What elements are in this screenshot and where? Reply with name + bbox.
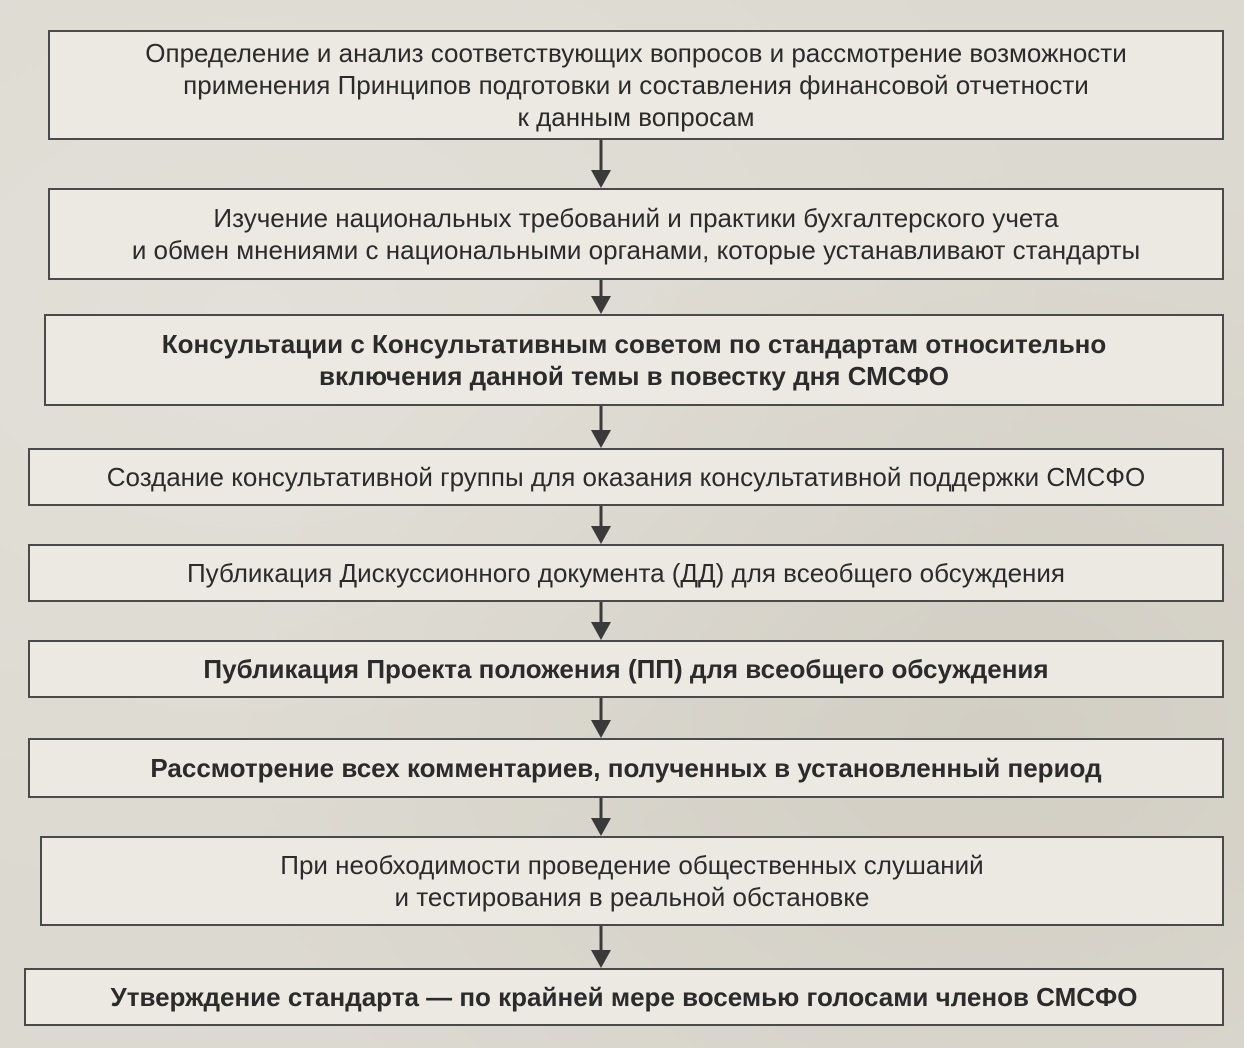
step-7-text: Рассмотрение всех комментариев, полученных в установленный период <box>150 753 1102 783</box>
arrow-7-to-8 <box>591 798 611 836</box>
step-1-text: Определение и анализ соответствующих вопросов и рассмотрение возможности применения Принципов подготовки и составления финансовой отчетности к данным вопросам <box>145 38 1127 132</box>
step-4-consultative-group <box>28 448 1224 506</box>
arrow-1-to-2 <box>591 140 611 188</box>
step-4-text: Создание консультативной группы для оказания консультативной поддержки СМСФО <box>106 462 1146 492</box>
step-6-exposure-draft <box>28 640 1224 698</box>
step-1-identification <box>48 30 1224 140</box>
step-7-review-comments <box>28 738 1224 798</box>
step-3-advisory-council <box>44 314 1224 406</box>
step-8-text: При необходимости проведение общественных слушаний и тестирования в реальной обстановке <box>280 850 984 912</box>
arrow-2-to-3 <box>591 280 611 314</box>
step-3-text: Консультации с Консультативным советом по стандартам относительно включения данной темы в повестку дня СМСФО <box>161 329 1107 391</box>
step-9-approval <box>24 968 1224 1026</box>
step-5-text: Публикация Дискуссионного документа (ДД) для всеобщего обсуждения <box>186 558 1065 588</box>
step-2-national-requirements <box>48 188 1224 280</box>
arrow-4-to-5 <box>591 506 611 544</box>
step-8-public-hearings <box>40 836 1224 926</box>
arrow-5-to-6 <box>591 602 611 640</box>
arrow-8-to-9 <box>591 926 611 968</box>
arrow-3-to-4 <box>591 406 611 448</box>
step-2-text: Изучение национальных требований и практики бухгалтерского учета и обмен мнениями с национальными органами, которые устанавливают стандарты <box>131 203 1141 265</box>
arrow-6-to-7 <box>591 698 611 738</box>
step-5-discussion-paper <box>28 544 1224 602</box>
step-9-text: Утверждение стандарта — по крайней мере восемью голосами членов СМСФО <box>110 982 1138 1012</box>
step-6-text: Публикация Проекта положения (ПП) для всеобщего обсуждения <box>203 654 1049 684</box>
